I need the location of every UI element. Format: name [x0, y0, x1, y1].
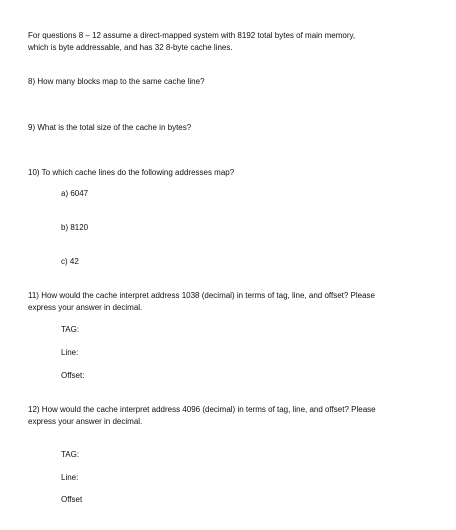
question-12-line-2: express your answer in decimal.: [28, 417, 143, 426]
question-10-part-a: a) 6047: [61, 189, 89, 198]
intro-line-2: which is byte addressable, and has 32 8-byte cache lines.: [28, 43, 233, 52]
question-11-tag-label: TAG:: [61, 325, 80, 334]
question-10-part-b: b) 8120: [61, 223, 89, 232]
question-11-line-1: 11) How would the cache interpret address 1038 (decimal) in terms of tag, line, and offset? Please: [28, 291, 376, 300]
question-11-offset-label: Offset:: [61, 371, 85, 380]
question-10: 10) To which cache lines do the following addresses map?: [28, 168, 235, 177]
question-12-offset-label: Offset: [61, 495, 83, 504]
question-11-line-label: Line:: [61, 348, 79, 357]
question-9: 9) What is the total size of the cache in bytes?: [28, 123, 192, 132]
question-12-tag-label: TAG:: [61, 450, 80, 459]
intro-line-1: For questions 8 – 12 assume a direct-mapped system with 8192 total bytes of main memory,: [28, 31, 356, 40]
question-12-line-1: 12) How would the cache interpret address 4096 (decimal) in terms of tag, line, and offset? Please: [28, 405, 376, 414]
question-12-line-label: Line:: [61, 473, 79, 482]
question-8: 8) How many blocks map to the same cache line?: [28, 77, 205, 86]
question-11-line-2: express your answer in decimal.: [28, 303, 143, 312]
question-10-part-c: c) 42: [61, 257, 79, 266]
